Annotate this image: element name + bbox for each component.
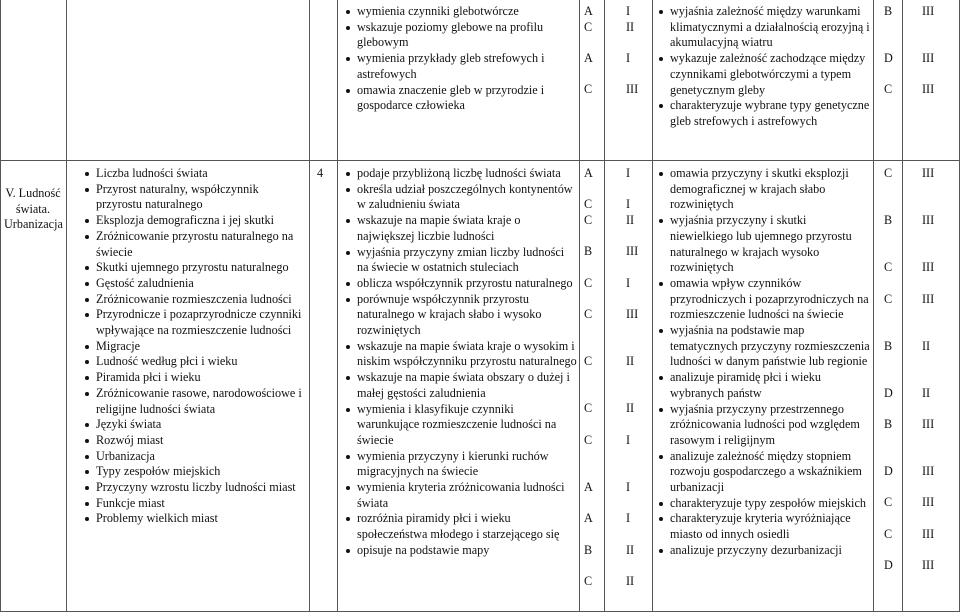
section-extended-level-codes (922, 166, 956, 574)
list-item: Piramida płci i wieku (84, 370, 306, 386)
requirement-letter (584, 260, 602, 276)
requirement-letter: C (884, 495, 893, 510)
requirement-letter (884, 244, 900, 260)
list-item: podaje przybliżoną liczbę ludności świata (345, 166, 577, 182)
list-item: Przyrodnicze i pozaprzyrodnicze czynniki wpływające na rozmieszczenie ludności (84, 307, 306, 338)
requirement-letter (584, 464, 602, 480)
requirement-letter (884, 480, 900, 496)
requirement-level: III (922, 4, 935, 18)
list-item: wymienia kryteria zróżnicowania ludności świata (345, 480, 577, 511)
requirement-letter (884, 354, 900, 370)
requirement-letter: C (884, 260, 893, 275)
requirement-level (922, 480, 956, 496)
list-item: analizuje przyczyny dezurbanizacji (658, 543, 871, 559)
requirement-level (626, 292, 652, 308)
top-extended-requirement-codes (884, 4, 900, 98)
list-item: wymienia czynniki glebotwórcze (345, 4, 575, 20)
requirement-letter (584, 67, 602, 83)
requirement-level: I (626, 51, 631, 66)
list-item: Zróżnicowanie przyrostu naturalnego na świecie (84, 229, 306, 260)
requirement-level (922, 354, 956, 370)
requirement-letter (584, 339, 602, 355)
list-item: Przyczyny wzrostu liczby ludności miast (84, 480, 306, 496)
list-item: Zróżnicowanie rasowe, narodowościowe i religijne ludności świata (84, 386, 306, 417)
table-border (652, 0, 653, 612)
list-item: wskazuje na mapie świata kraje o największej liczbie ludności (345, 213, 577, 244)
requirement-level (922, 67, 956, 83)
requirement-level (922, 401, 956, 417)
requirement-level: III (922, 51, 935, 66)
row-divider (0, 160, 960, 161)
requirement-level: III (626, 244, 639, 259)
requirement-letter: D (884, 51, 893, 66)
requirement-letter: D (884, 464, 893, 479)
list-item: Gęstość zaludnienia (84, 276, 306, 292)
requirement-level (626, 448, 652, 464)
requirement-letter (584, 417, 602, 433)
section-basic-requirement-codes (584, 166, 602, 590)
section-basic-requirements-cell (345, 166, 577, 559)
requirement-level: II (626, 19, 635, 34)
requirement-level (922, 511, 956, 527)
list-item: Problemy wielkich miast (84, 511, 306, 527)
requirement-letter (884, 276, 900, 292)
list-item: oblicza współczynnik przyrostu naturalnego (345, 276, 577, 292)
requirement-letter: A (584, 51, 593, 66)
requirement-level: III (922, 260, 935, 275)
list-item: charakteryzuje wybrane typy genetyczne gleb strefowych i astrefowych (658, 98, 870, 129)
requirement-letter: C (584, 19, 593, 34)
list-item: analizuje piramidę płci i wieku wybranych państw (658, 370, 871, 401)
requirement-level: III (922, 166, 935, 180)
requirement-level: III (626, 82, 639, 97)
list-item: porównuje współczynnik przyrostu naturalnego w krajach słabo i wysoko rozwiniętych (345, 292, 577, 339)
requirement-level (922, 543, 956, 559)
top-basic-level-codes (626, 4, 652, 98)
requirement-level: II (626, 354, 635, 369)
section-extended-requirement-codes (884, 166, 900, 574)
list-item: omawia przyczyny i skutki eksplozji demograficznej w krajach słabo rozwiniętych (658, 166, 871, 213)
list-item: Eksplozja demograficzna i jej skutki (84, 213, 306, 229)
requirement-letter (884, 543, 900, 559)
requirement-letter: D (884, 558, 893, 573)
table-border (873, 0, 874, 612)
list-item: Urbanizacja (84, 449, 306, 465)
list-item: Typy zespołów miejskich (84, 464, 306, 480)
list-item: wyjaśnia przyczyny zmian liczby ludności na świecie w ostatnich stuleciach (345, 245, 577, 276)
requirement-level (922, 244, 956, 260)
requirement-letter: A (584, 166, 593, 180)
table-border (579, 0, 580, 612)
requirement-letter: C (584, 401, 593, 416)
unit-title: V. Ludność świata. Urbanizacja (4, 186, 63, 232)
section-extended-requirements-cell (658, 166, 871, 559)
requirement-level (922, 323, 956, 339)
requirement-letter: C (584, 432, 593, 447)
requirement-level (626, 35, 652, 51)
requirement-letter: B (584, 542, 593, 557)
requirement-letter: C (584, 307, 593, 322)
requirement-level: III (922, 213, 935, 228)
requirement-letter: B (884, 4, 893, 18)
list-item: Rozwój miast (84, 433, 306, 449)
requirement-letter: C (884, 526, 893, 541)
list-item: Ludność według płci i wieku (84, 354, 306, 370)
requirement-letter (584, 495, 602, 511)
requirement-level: I (626, 4, 631, 18)
list-item: omawia wpływ czynników przyrodniczych i pozaprzyrodniczych na rozmieszczenie ludności na świecie (658, 276, 871, 323)
requirement-letter (884, 370, 900, 386)
requirement-level (922, 35, 956, 51)
list-item: wymienia i klasyfikuje czynniki warunkujące rozmieszczenie ludności na świecie (345, 402, 577, 449)
requirement-letter: B (884, 338, 893, 353)
list-item: wskazuje poziomy glebowe na profilu glebowym (345, 20, 575, 51)
requirement-level (922, 182, 956, 198)
hours-count: 4 (317, 166, 324, 180)
list-item: wyjaśnia zależność między warunkami klimatycznymi a działalnością erozyjną i akumulacyjną wiatru (658, 4, 870, 51)
section-topics-cell (84, 166, 306, 527)
list-item: wyjaśnia na podstawie map tematycznych przyczyny rozmieszczenia ludności w danym państwie lub regionie (658, 323, 871, 370)
top-basic-requirement-codes (584, 4, 602, 98)
list-item: Zróżnicowanie rozmieszczenia ludności (84, 292, 306, 308)
requirement-letter (884, 197, 900, 213)
requirement-letter (884, 67, 900, 83)
requirement-level (626, 323, 652, 339)
requirement-level (626, 182, 652, 198)
requirement-level (626, 339, 652, 355)
requirement-letter (884, 401, 900, 417)
list-item: Przyrost naturalny, współczynnik przyrostu naturalnego (84, 182, 306, 213)
requirement-level (922, 276, 956, 292)
requirement-level (626, 527, 652, 543)
requirement-level (626, 67, 652, 83)
requirement-letter (584, 323, 602, 339)
requirement-level: III (922, 558, 935, 573)
requirement-level: II (922, 385, 931, 400)
requirement-level: III (922, 291, 935, 306)
requirement-letter (584, 229, 602, 245)
list-item: wskazuje na mapie świata obszary o dużej i małej gęstości zaludnienia (345, 370, 577, 401)
section-basic-level-codes (626, 166, 652, 590)
table-border (0, 0, 1, 612)
list-item: wymienia przykłady gleb strefowych i astrefowych (345, 51, 575, 82)
top-extended-requirements-cell (658, 4, 870, 130)
requirement-level: I (626, 166, 631, 180)
requirement-letter: D (884, 385, 893, 400)
requirement-level (626, 464, 652, 480)
list-item: rozróżnia piramidy płci i wieku społeczeństwa młodego i starzejącego się (345, 511, 577, 542)
table-border (309, 0, 310, 612)
requirement-level: II (626, 542, 635, 557)
requirement-letter (584, 370, 602, 386)
requirement-letter: B (584, 244, 593, 259)
list-item: określa udział poszczególnych kontynentów w zaludnieniu świata (345, 182, 577, 213)
requirement-letter (884, 35, 900, 51)
requirement-level: I (626, 511, 631, 526)
requirement-letter (584, 558, 602, 574)
requirement-letter (884, 323, 900, 339)
requirement-letter: C (884, 82, 893, 97)
requirement-letter (584, 386, 602, 402)
list-item: Skutki ujemnego przyrostu naturalnego (84, 260, 306, 276)
top-extended-level-codes (922, 4, 956, 98)
requirement-level: II (626, 401, 635, 416)
requirement-level (626, 386, 652, 402)
requirement-letter: C (884, 291, 893, 306)
requirement-level (626, 260, 652, 276)
list-item: wykazuje zależność zachodzące między czynnikami glebotwórczymi a typem genetycznym gleby (658, 51, 870, 98)
requirement-level: III (922, 464, 935, 479)
list-item: wskazuje na mapie świata kraje o wysokim i niskim współczynniku przyrostu naturalnego (345, 339, 577, 370)
requirement-letter: C (884, 166, 893, 180)
requirement-letter: A (584, 511, 593, 526)
requirement-level: I (626, 275, 631, 290)
list-item: Liczba ludności świata (84, 166, 306, 182)
list-item: opisuje na podstawie mapy (345, 543, 577, 559)
requirement-level (922, 229, 956, 245)
requirement-level: I (626, 197, 631, 212)
list-item: wyjaśnia przyczyny przestrzennego zróżnicowania ludności pod względem rasowym i religijnym (658, 402, 871, 449)
table-border (902, 0, 903, 612)
table-border (66, 0, 67, 612)
requirement-level: II (626, 573, 635, 588)
list-item: charakteryzuje kryteria wyróżniające miasto od innych osiedli (658, 511, 871, 542)
requirement-letter: A (584, 479, 593, 494)
requirement-letter (584, 35, 602, 51)
requirement-letter (884, 229, 900, 245)
requirement-letter: C (584, 213, 593, 228)
requirement-letter: A (584, 4, 593, 18)
list-item: wyjaśnia przyczyny i skutki niewielkiego lub ujemnego przyrostu naturalnego w krajach wysoko rozwiniętych (658, 213, 871, 276)
table-border (604, 0, 605, 612)
table-border (337, 0, 338, 612)
requirement-letter: B (884, 213, 893, 228)
requirement-level (626, 370, 652, 386)
list-item: wymienia przyczyny i kierunki ruchów migracyjnych na świecie (345, 449, 577, 480)
requirement-level (626, 417, 652, 433)
requirement-letter: B (884, 417, 893, 431)
requirement-level: III (922, 82, 935, 97)
requirement-level: III (922, 495, 935, 510)
requirement-letter (884, 433, 900, 449)
top-topics-cell (345, 4, 575, 114)
requirement-level (922, 370, 956, 386)
requirement-level (626, 558, 652, 574)
requirement-letter (884, 307, 900, 323)
requirement-level (626, 229, 652, 245)
list-item: omawia znaczenie gleb w przyrodzie i gospodarce człowieka (345, 83, 575, 114)
requirement-letter (584, 448, 602, 464)
requirement-level (922, 20, 956, 36)
list-item: charakteryzuje typy zespołów miejskich (658, 496, 871, 512)
requirement-level (626, 495, 652, 511)
requirement-level: III (922, 526, 935, 541)
list-item: Funkcje miast (84, 496, 306, 512)
requirement-level: III (626, 307, 639, 322)
requirement-level (922, 433, 956, 449)
list-item: analizuje zależność między stopniem rozwoju gospodarczego a wskaźnikiem urbanizacji (658, 449, 871, 496)
requirement-letter (584, 182, 602, 198)
requirement-letter (584, 292, 602, 308)
requirement-level (922, 448, 956, 464)
requirement-level: II (626, 213, 635, 228)
requirement-level: I (626, 479, 631, 494)
list-item: Języki świata (84, 417, 306, 433)
requirement-letter: C (584, 275, 593, 290)
requirement-level (922, 197, 956, 213)
requirement-level (922, 307, 956, 323)
requirement-letter (884, 511, 900, 527)
requirement-letter (884, 20, 900, 36)
requirement-letter (884, 182, 900, 198)
requirement-level: II (922, 338, 931, 353)
requirement-level: I (626, 432, 631, 447)
requirement-letter: C (584, 82, 593, 97)
requirement-letter (584, 527, 602, 543)
requirement-letter: C (584, 354, 593, 369)
requirement-letter: C (584, 197, 593, 212)
requirement-level: III (922, 417, 935, 431)
requirement-letter (884, 448, 900, 464)
requirement-letter: C (584, 573, 593, 588)
list-item: Migracje (84, 339, 306, 355)
